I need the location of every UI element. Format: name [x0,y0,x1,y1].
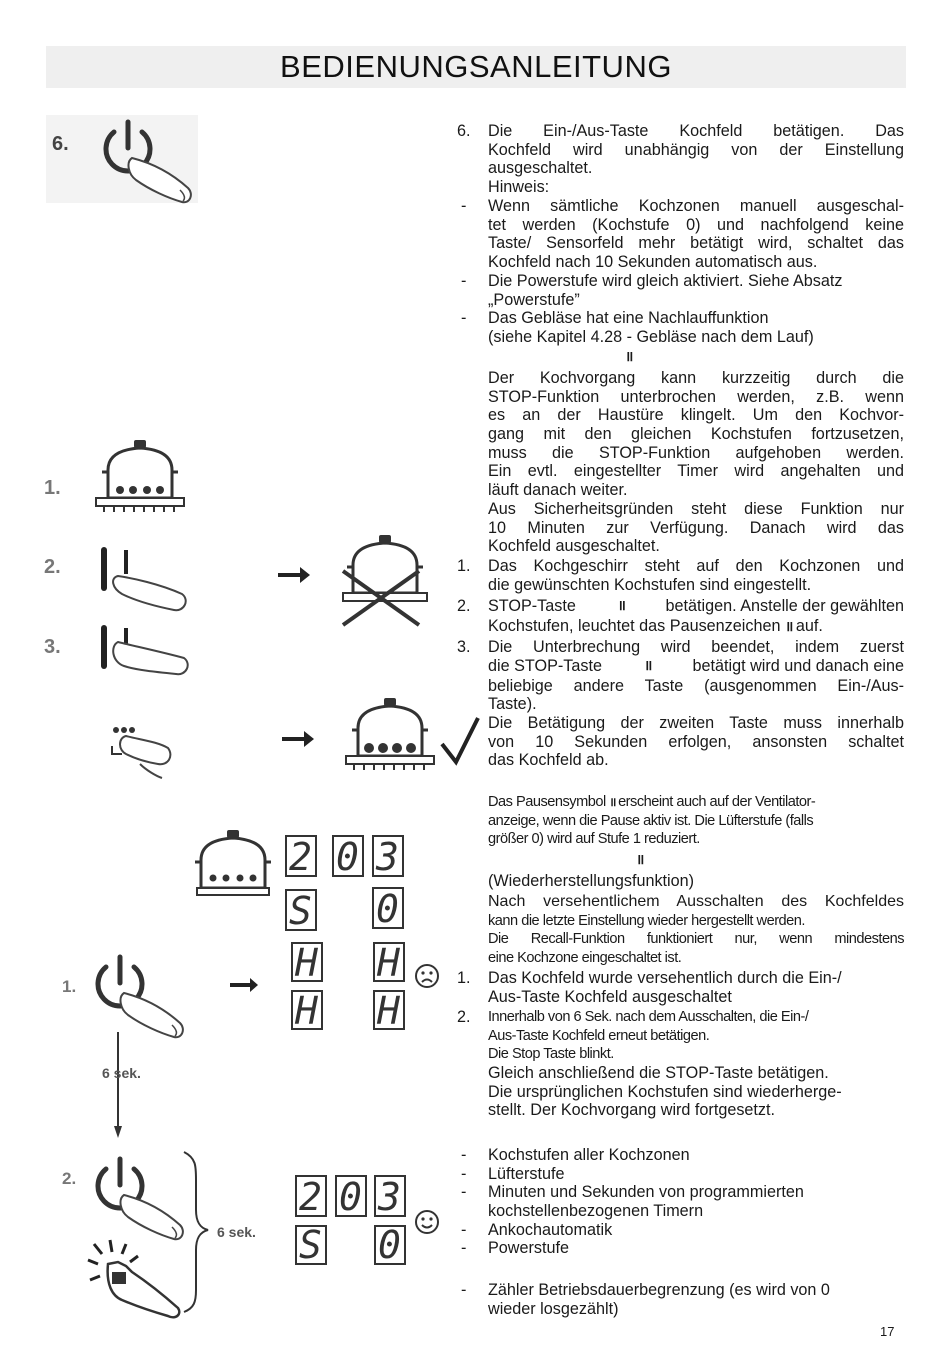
list-item [488,1221,904,1240]
text-line: Ein evtl. eingestellter Timer wird angehalten und [488,462,904,481]
text-line: Hinweis: [488,178,550,197]
text-line: STOP-Funktion unterbrochen werden, z.B. wenn [488,387,904,406]
text-segment: auf. [795,617,823,635]
recall-intro [488,893,904,968]
stop-after [488,714,904,770]
text-segment: betätigt wird und danach eine [692,656,904,675]
text-line: anzeige, wenn die Pause aktiv ist. Die Lüfterstufe (falls [488,812,814,829]
stop-step-3 [488,638,904,714]
pause-symbol: ॥ [644,657,651,674]
text-line: (siehe Kapitel 4.28 - Gebläse nach dem Lauf) [488,327,814,346]
page-title: BEDIENUNGSANLEITUNG [46,46,906,88]
bullet-text [488,272,904,309]
step-marker: 1. [457,557,471,575]
text-segment: die STOP-Taste [488,656,602,675]
text-line: Kochfeld nach 10 Sekunden automatisch aus. [488,253,818,272]
display-digit: 3 [378,1175,401,1219]
step-marker: 1. [457,969,471,987]
pause-note [488,793,904,849]
pause-symbol: ॥ [636,852,643,868]
text-line: tet werden (Kochstufe 0) und nachfolgend keine [488,215,904,234]
text-line: größer 0) wird auf Stufe 1 reduziert. [488,831,700,848]
page-number: 17 [880,1324,895,1339]
display-digit: 2 [289,835,312,879]
text-line: Die Recall-Funktion funktioniert nur, wenn mindestens [488,931,904,948]
text-line: Nach versehentlichem Ausschalten des Kochfeldes [488,893,904,910]
text-line: (Wiederherstellungsfunktion) [488,872,695,890]
text-line: ausgeschaltet. [488,159,593,178]
text-line: 10 Minuten zur Verfügung. Danach wird das [488,518,904,537]
bullet-marker: - [461,1221,467,1239]
text-segment: betätigen. Anstelle der gewählten [665,597,904,615]
step-marker: 2. [457,1008,471,1026]
stop-intro [488,369,904,556]
text-line: kann die letzte Einstellung wieder hergestellt werden. [488,912,805,929]
list-item [488,1183,904,1220]
display-digit: H [295,989,318,1033]
text-segment: STOP-Taste [488,597,576,615]
display-digit: 3 [376,835,399,879]
fig6-label: 6. [52,133,69,155]
text-line: Gleich anschließend die STOP-Taste betätigen. [488,1064,829,1083]
display-digit: H [295,941,318,985]
bullet-marker: - [461,1281,467,1299]
text-line: die gewünschten Kochstufen sind eingestellt. [488,575,812,594]
stop-step-1 [488,557,904,594]
list-item [488,1239,904,1258]
recall-title [488,872,904,891]
bullet-marker: - [461,1183,467,1201]
interval-label: 6 sek. [102,1065,141,1081]
display-digit: H [377,989,400,1033]
recall-fig-label-1: 1. [62,977,77,996]
text-line: muss die STOP-Funktion aufgehoben werden. [488,443,904,462]
text-line: Das Kochgeschirr steht auf den Kochzonen und [488,557,904,575]
text-line: Aus-Taste Kochfeld erneut betätigen. [488,1027,710,1044]
list-item [488,1146,904,1165]
display-digit: S [299,1223,322,1267]
text-line: Innerhalb von 6 Sek. nach dem Ausschalten, die Ein-/ [488,1009,809,1025]
text-line: Die Powerstufe wird gleich aktiviert. Siehe Absatz [488,272,843,290]
bullet-text [488,197,904,272]
text-line: gang mit den gleichen Kochstufen fortzusetzen, [488,425,904,444]
text-line: läuft danach weiter. [488,481,628,500]
bullet-marker: - [461,309,467,327]
list-item [488,1165,904,1184]
text-line: Minuten und Sekunden von programmierten [488,1183,804,1201]
text-line: Aus-Taste Kochfeld ausgeschaltet [488,987,732,1006]
text-line: Kochfeld wird unabhängig von der Einstellung [488,140,904,159]
text-line: Die ursprünglichen Kochstufen sind wiederherge- [488,1082,842,1101]
bullet-marker: - [461,272,467,290]
display-digit: S [289,889,312,933]
display-digit: 0 [376,887,399,931]
pause-symbol: ॥ [625,349,632,365]
text-line: es an der Haustüre klingelt. Um den Kochvor- [488,406,904,425]
display-digit: 2 [299,1175,322,1219]
pause-symbol: ॥ [617,598,624,614]
bullet-marker: - [461,1165,467,1183]
stop-fig-label-3: 3. [44,636,61,658]
text-line: Taste/ Sensorfeld mehr betätigt wird, schaltet das [488,234,904,253]
text-line: Powerstufe [488,1239,569,1257]
text-line: Lüfterstufe [488,1165,565,1183]
text-line: Kochfeld ausgeschaltet. [488,537,660,556]
recall-step-1 [488,969,904,1006]
text-line: Kochstufen aller Kochzonen [488,1146,690,1164]
text-line: Wenn sämtliche Kochzonen manuell ausgeschal- [488,197,904,215]
recall-step-2 [488,1008,904,1120]
text-segment: Kochstufen, leuchtet das Pausenzeichen [488,617,781,635]
text-line: das Kochfeld ab. [488,751,609,770]
text-line: kochstellenbezogenen Timern [488,1201,704,1220]
text-line: Die Ein-/Aus-Taste Kochfeld betätigen. Das [488,122,904,140]
text-segment: erscheint auch auf der Ventilator- [618,794,816,810]
stop-step-2 [488,597,904,637]
text-line: Die Unterbrechung wird beendet, indem zuerst [488,638,904,656]
list-item [488,1281,904,1318]
section6-text [488,122,904,197]
bullet-marker: - [461,1239,467,1257]
text-line: Die Betätigung der zweiten Taste muss innerhalb [488,714,904,732]
text-line: von 10 Sekunden erfolgen, ansonsten schaltet [488,732,904,751]
text-line: „Powerstufe” [488,290,580,309]
pause-symbol: ॥ [609,795,615,809]
bullet-text [488,309,904,346]
pause-symbol: ॥ [784,619,792,635]
interval-label: 6 sek. [217,1224,256,1240]
step-marker: 3. [457,638,471,656]
bullet-marker: - [461,1146,467,1164]
display-digit: H [377,941,400,985]
text-line: Der Kochvorgang kann kurzzeitig durch die [488,369,904,387]
text-line: eine Kochzone eingeschaltet ist. [488,950,682,967]
text-line: Aus Sicherheitsgründen steht diese Funktion nur [488,499,904,518]
text-line: Die Stop Taste blinkt. [488,1046,614,1063]
step-marker: 6. [457,122,471,140]
text-line: beliebige andere Taste (ausgenommen Ein-/Aus- [488,676,904,695]
text-line: Zähler Betriebsdauerbegrenzung (es wird von 0 [488,1281,830,1299]
step-marker: 2. [457,597,471,615]
text-line: wieder losgezählt) [488,1299,619,1318]
stop-fig-label-1: 1. [44,477,61,499]
text-line: Taste). [488,695,537,714]
recall-fig-label-2: 2. [62,1169,77,1188]
display-digit: 0 [339,1175,362,1219]
text-segment: Das Pausensymbol [488,794,606,810]
bullet-marker: - [461,197,467,215]
display-digit: 0 [336,835,359,879]
display-digit: 0 [378,1223,401,1267]
stop-fig-label-2: 2. [44,556,61,578]
text-line: stellt. Der Kochvorgang wird fortgesetzt. [488,1101,776,1120]
text-line: Das Gebläse hat eine Nachlauffunktion [488,309,769,327]
text-line: Das Kochfeld wurde versehentlich durch die Ein-/ [488,969,842,987]
text-line: Ankochautomatik [488,1221,613,1239]
